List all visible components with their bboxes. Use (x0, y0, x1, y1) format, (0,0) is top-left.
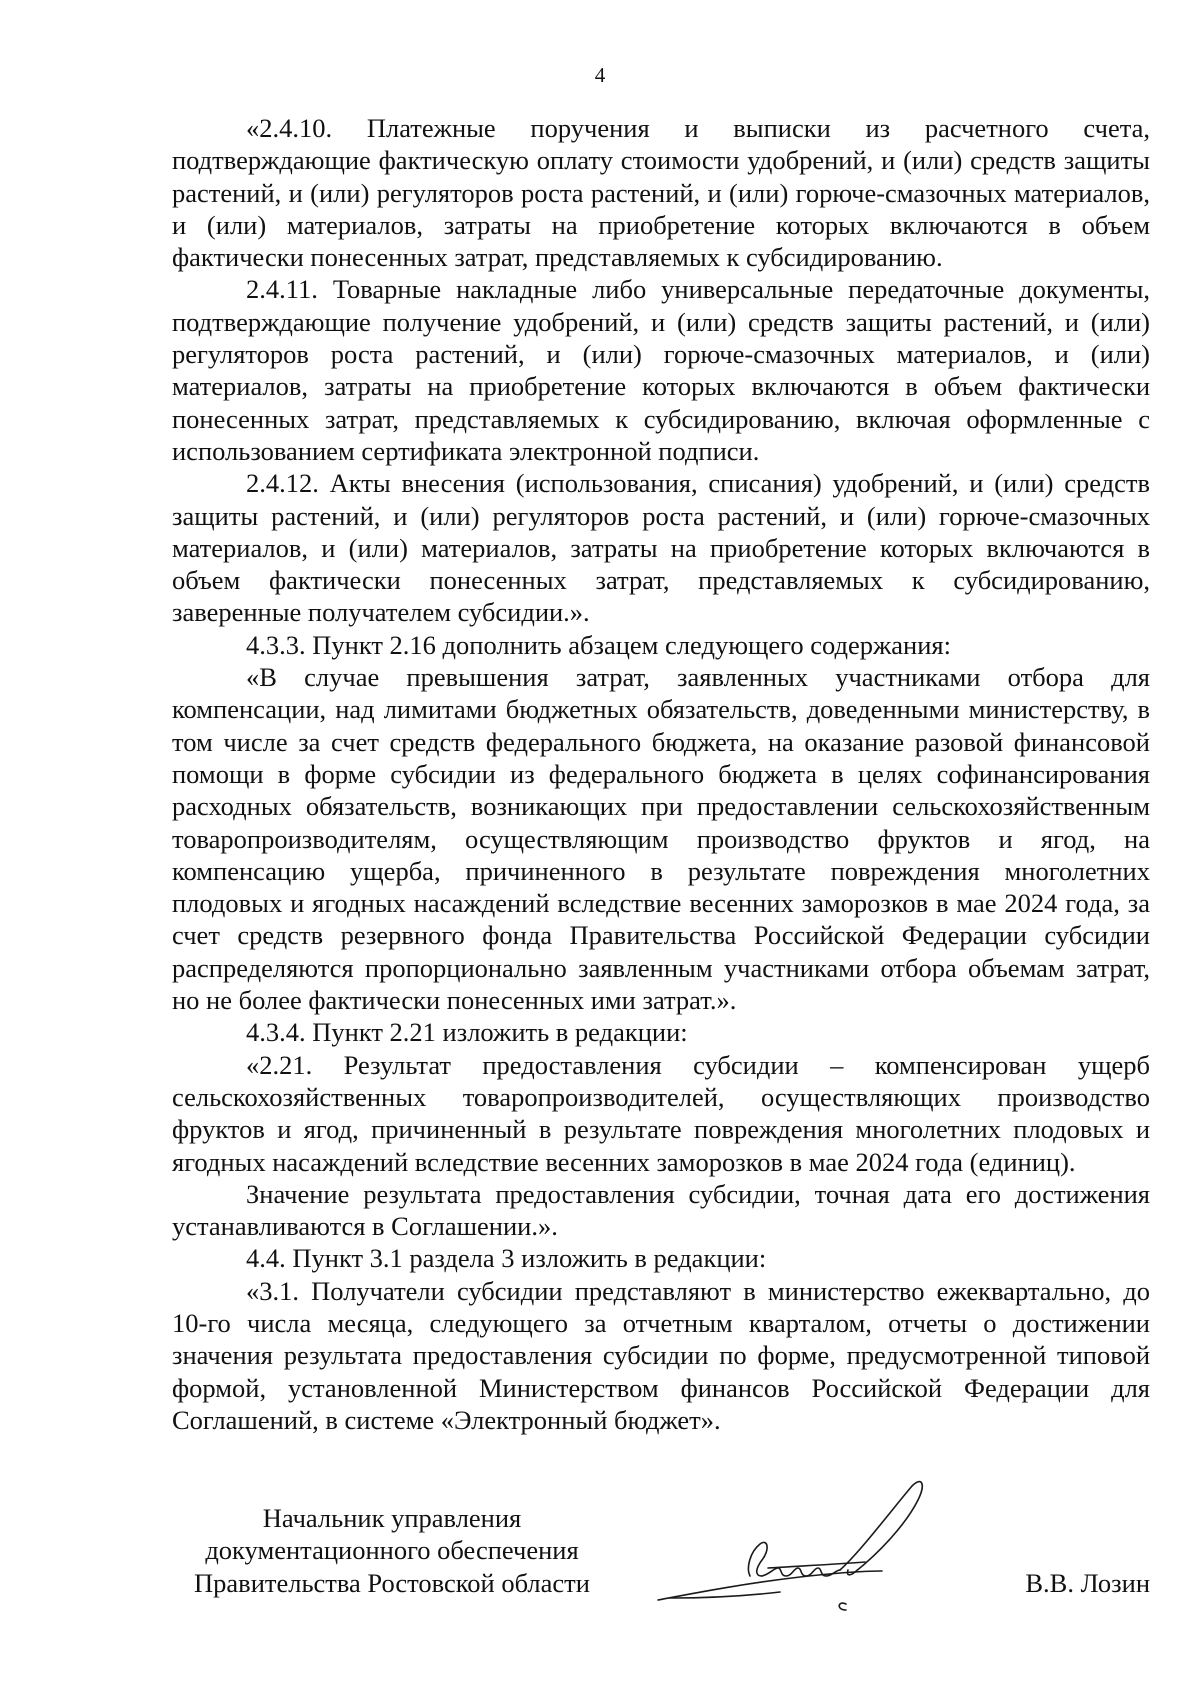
signatory-name: В.В. Лозин (1025, 1567, 1150, 1598)
paragraph-4-3-4: 4.3.4. Пункт 2.21 изложить в редакции: (246, 1017, 688, 1048)
paragraph-2-4-11: 2.4.11. Товарные накладные либо универсальные передаточные документы, подтверждающие получение удобрений, и (или) средств защиты растений, и (или) регуляторов роста растений, и (или) горюче-смазочных материалов, и (или) материалов, затраты на приобретение которых включаются в объем фактически понесенных затрат, представляемых к субсидированию, включая оформленные с использованием сертификата электронной подписи. (172, 274, 1150, 466)
paragraph-3-1: «3.1. Получатели субсидии представляют в министерство ежеквартально, до 10-го числа месяца, следующего за отчетным кварталом, отчеты о достижении значения результата предоставления субсидии по форме, предусмотренной типовой формой, установленной Министерством финансов Российской Федерации для Соглашений, в системе «Электронный бюджет». (172, 1275, 1150, 1435)
paragraph-result-value: Значение результата предоставления субсидии, точная дата его достижения устанавливаются в Соглашении.». (172, 1178, 1150, 1242)
paragraph-4-4: 4.4. Пункт 3.1 раздела 3 изложить в редакции: (246, 1243, 767, 1274)
signatory-title-line: Начальник управления (262, 1503, 522, 1533)
signatory-title-line: Правительства Ростовской области (194, 1567, 590, 1598)
paragraph-4-3-3: 4.3.3. Пункт 2.16 дополнить абзацем следующего содержания: (246, 629, 951, 660)
paragraph-2-16-addition: «В случае превышения затрат, заявленных участниками отбора для компенсации, над лимитами бюджетных обязательств, доведенными министерству, в том числе за счет средств федерального бюджета, на оказание разовой финансовой помощи в форме субсидии из федерального бюджета в целях софинансирования расходных обязательств, возникающих при предоставлении сельскохозяйственным товаропроизводителям, осуществляющим производство фруктов и ягод, на компенсацию ущерба, причиненного в результате повреждения многолетних плодовых и ягодных насаждений вследствие весенних заморозков в мае 2024 года, за счет средств резервного фонда Правительства Российской Федерации субсидии распределяются пропорционально заявленным участниками отбора объемам затрат, но не более фактически понесенных ими затрат.». (172, 662, 1150, 1016)
paragraph-2-21: «2.21. Результат предоставления субсидии – компенсирован ущерб сельскохозяйственных товаропроизводителей, осуществляющих производство фруктов и ягод, причиненный в результате повреждения многолетних плодовых и ягодных насаждений вследствие весенних заморозков в мае 2024 года (единиц). (172, 1049, 1150, 1177)
document-body (172, 112, 1150, 1436)
paragraph-2-4-10: «2.4.10. Платежные поручения и выписки из расчетного счета, подтверждающие фактическую оплату стоимости удобрений, и (или) средств защиты растений, и (или) регуляторов роста растений, и (или) горюче-смазочных материалов, и (или) материалов, затраты на приобретение которых включаются в объем фактически понесенных затрат, представляемых к субсидированию. (172, 113, 1150, 273)
signatory-title-line: документационного обеспечения (205, 1535, 579, 1566)
signature-block (172, 1502, 1150, 1662)
signatory-title (172, 1502, 612, 1599)
paragraph-2-4-12: 2.4.12. Акты внесения (использования, списания) удобрений, и (или) средств защиты растений, и (или) регуляторов роста растений, и (или) горюче-смазочных материалов, и (или) материалов, затраты на приобретение которых включаются в объем фактически понесенных затрат, представляемых к субсидированию, заверенные получателем субсидии.». (172, 468, 1150, 628)
page-number: 4 (594, 63, 606, 87)
handwritten-signature-icon (650, 1472, 950, 1612)
